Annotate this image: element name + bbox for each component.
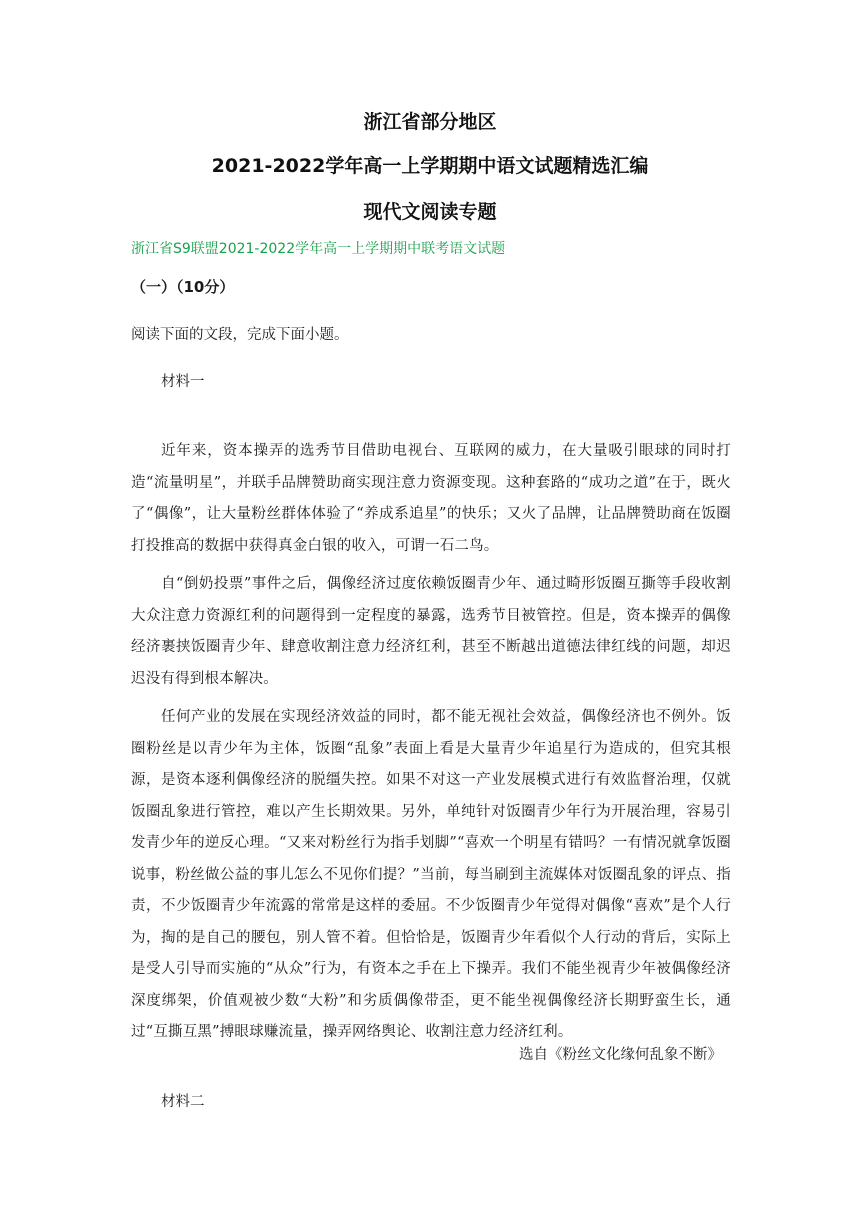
- paragraph-1: 近年来，资本操弄的选秀节目借助电视台、互联网的威力，在大量吸引眼球的同时打造“流量明星”，并联手品牌赞助商实现注意力资源变现。这种套路的“成功之道”在于，既火了“偶像”，让大量粉丝群体体验了“养成系追星”的快乐；又火了品牌，让品牌赞助商在饭圈打投推高的数据中获得真金白银的收入，可谓一石二鸟。: [131, 443, 731, 554]
- document-title-topic: 现代文阅读专题: [363, 201, 497, 223]
- material-two-label: 材料二: [161, 1094, 205, 1110]
- paragraph-3: 任何产业的发展在实现经济效益的同时，都不能无视社会效益，偶像经济也不例外。饭圈粉丝是以青少年为主体，饭圈“乱象”表面上看是大量青少年追星行为造成的，但究其根源，是资本逐利偶像经济的脱缰失控。如果不对这一产业发展模式进行有效监督治理，仅就饭圈乱象进行管控，难以产生长期效果。另外，单纯针对饭圈青少年行为开展治理，容易引发青少年的逆反心理。“又来对粉丝行为指手划脚”“喜欢一个明星有错吗？一有情况就拿饭圈说事，粉丝做公益的事儿怎么不见你们提？”当前，每当刷到主流媒体对饭圈乱象的评点、指责，不少饭圈青少年流露的常常是这样的委屈。不少饭圈青少年觉得对偶像“喜欢”是个人行为，掏的是自己的腰包，别人管不着。但恰恰是，饭圈青少年看似个人行动的背后，实际上是受人引导而实施的“从众”行为，有资本之手在上下操弄。我们不能坐视青少年被偶像经济深度绑架，价值观被少数“大粉”和劣质偶像带歪，更不能坐视偶像经济长期野蛮生长，通过“互撕互黑”搏眼球赚流量，操弄网络舆论、收割注意力经济红利。: [131, 709, 731, 1040]
- source-attribution: 选自《粉丝文化缘何乱象不断》: [519, 1047, 722, 1063]
- document-title-region: 浙江省部分地区: [363, 111, 497, 133]
- paragraph-2: 自“倒奶投票”事件之后，偶像经济过度依赖饭圈青少年、通过畸形饭圈互撕等手段收割大众注意力资源红利的问题得到一定程度的暴露，选秀节目被管控。但是，资本操弄的偶像经济裹挟饭圈青少年、肆意收割注意力经济红利，甚至不断越出道德法律红线的问题，却迟迟没有得到根本解决。: [131, 576, 731, 687]
- reading-instruction: 阅读下面的文段，完成下面小题。: [131, 327, 349, 343]
- source-exam-link[interactable]: 浙江省S9联盟2021-2022学年高一上学期期中联考语文试题: [131, 241, 506, 257]
- material-one-label: 材料一: [161, 374, 205, 390]
- section-heading: （一）（10分）: [131, 278, 235, 296]
- document-title-main: 2021-2022学年高一上学期期中语文试题精选汇编: [211, 155, 649, 177]
